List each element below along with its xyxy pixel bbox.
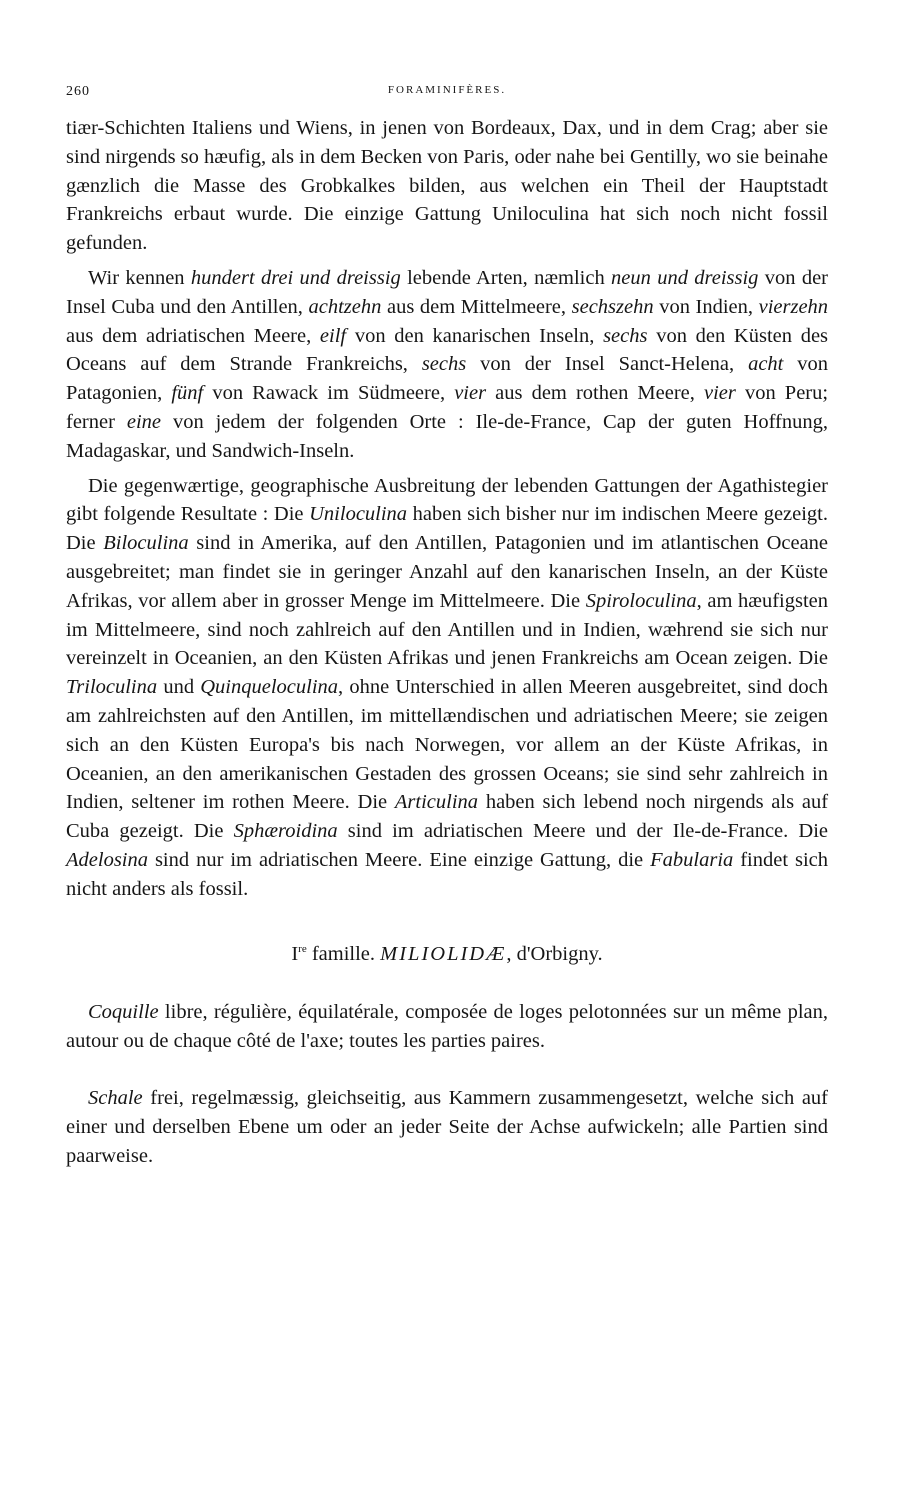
heading-author: , d'Orbigny.: [506, 942, 603, 965]
paragraph-german-description: [66, 1084, 828, 1170]
heading-ordinal-suffix: re: [298, 942, 307, 955]
paragraph-text: tiær-Schichten Italiens und Wiens, in jenen von Bordeaux, Dax, und in dem Crag; aber sie sind nirgends so hæufig, als in dem Becken von Paris, oder nahe bei Gentilly, wo sie beinahe gænzlich die Masse des Grobkalkes bilden, aus welchen ein Theil der Hauptstadt Frankreichs erbaut wurde. Die einzige Gattung Uniloculina hat sich noch nicht fossil gefunden.: [66, 117, 828, 255]
italic-number: hundert drei und dreissig: [190, 266, 401, 289]
genus-name: Fabularia: [650, 848, 734, 871]
genus-name: Uniloculina: [309, 503, 408, 526]
italic-number: eilf: [319, 324, 347, 347]
text-segment: von den kanarischen Inseln,: [354, 324, 595, 347]
genus-name: Biloculina: [103, 532, 189, 555]
genus-name: Triloculina: [66, 676, 158, 699]
text-segment: , am hæufigsten im Mittelmeere, sind noch zahlreich auf den Antillen und in Indien, wæhrend sie sich nur vereinzelt in Oceanien, an den Küsten Afrikas und jenen Frankreichs am Ocean zeigen. Die: [66, 589, 829, 670]
genus-name: Sphæroidina: [233, 820, 338, 843]
text-segment: sind in Amerika, auf den Antillen, Patagonien und im atlantischen Oceane ausgebreitet; man findet sie in geringer Anzahl auf den kanarischen Inseln, an der Küste Afrikas, vor allem aber in grosser Menge im Mittelmeere. Die: [66, 532, 829, 612]
family-name: MILIOLIDÆ: [380, 942, 507, 965]
text-segment: haben sich lebend noch nirgends als auf Cuba gezeigt. Die: [66, 791, 829, 843]
genus-name: Quinqueloculina: [200, 676, 339, 699]
italic-number: fünf: [171, 382, 204, 405]
italic-number: achtzehn: [308, 295, 382, 318]
text-segment: libre, régulière, équilatérale, composée de loges pelotonnées sur un même plan, autour ou de chaque côté de l'axe; toutes les parties paires.: [66, 1001, 828, 1053]
heading-number: I: [291, 942, 299, 965]
italic-number: vierzehn: [758, 295, 829, 318]
page-number: 260: [66, 84, 90, 99]
page-header: [66, 84, 828, 114]
term: Schale: [88, 1086, 143, 1109]
document-page: [66, 84, 828, 1170]
text-segment: Die gegenwærtige, geographische Ausbreitung der lebenden Gattungen der Agathistegier gibt folgende Resultate : Die: [66, 474, 828, 526]
italic-number: sechs: [603, 324, 648, 347]
term: Coquille: [88, 1001, 159, 1024]
text-segment: von Indien,: [659, 295, 754, 318]
italic-number: neun und dreissig: [611, 266, 759, 289]
italic-number: vier: [454, 382, 487, 405]
genus-name: Spiroloculina: [585, 589, 697, 612]
paragraph-species-count: [66, 264, 828, 466]
text-segment: Wir kennen: [88, 266, 185, 289]
text-segment: sind nur im adriatischen Meere. Eine einzige Gattung, die: [154, 848, 644, 871]
text-segment: aus dem adriatischen Meere,: [66, 324, 312, 347]
running-head: FORAMINIFÈRES.: [387, 84, 507, 96]
text-segment: von Peru; ferner: [66, 382, 829, 433]
heading-label: famille.: [311, 942, 376, 965]
text-segment: von Patagonien,: [66, 353, 829, 405]
text-segment: von der Insel Cuba und den Antillen,: [66, 266, 828, 318]
text-segment: aus dem rothen Meere,: [495, 382, 695, 405]
section-heading: [66, 940, 828, 969]
paragraph-french-description: [66, 998, 828, 1056]
text-segment: von Rawack im Südmeere,: [212, 382, 446, 405]
text-segment: frei, regelmæssig, gleichseitig, aus Kammern zusammengesetzt, welche sich auf einer und derselben Ebene um oder an jeder Seite der Achse aufwickeln; alle Partien sind paarweise.: [66, 1086, 829, 1167]
text-segment: findet sich nicht anders als fossil.: [66, 848, 829, 900]
italic-number: sechs: [421, 353, 467, 376]
genus-name: Articulina: [394, 791, 479, 814]
paragraph-distribution: [66, 472, 828, 904]
text-segment: von den Küsten des Oceans auf dem Strande Frankreichs,: [66, 324, 829, 376]
italic-number: vier: [703, 382, 736, 405]
text-segment: lebende Arten, næmlich: [407, 266, 605, 289]
text-segment: aus dem Mittelmeere,: [386, 295, 567, 318]
text-segment: von der Insel Sanct-Helena,: [480, 353, 735, 376]
genus-name: Adelosina: [66, 848, 148, 871]
text-segment: , ohne Unterschied in allen Meeren ausgebreitet, sind doch am zahlreichsten auf den Antillen, im mittellændischen und adriatischen Meere; sie zeigen sich an den Küsten Europa's bis nach Norwegen, vor allem an der Küste Afrikas, in Oceanien, an den amerikanischen Gestaden des grossen Oceans; sie sind sehr zahlreich in Indien, seltener im rothen Meere. Die: [66, 676, 828, 814]
text-segment: haben sich bisher nur im indischen Meere gezeigt. Die: [66, 503, 829, 555]
text-segment: von jedem der folgenden Orte : Ile-de-France, Cap der guten Hoffnung, Madagaskar, und Sandwich-Inseln.: [66, 410, 828, 462]
paragraph-continuation: [66, 114, 828, 258]
italic-number: sechszehn: [571, 295, 654, 318]
italic-number: acht: [748, 353, 784, 376]
text-segment: sind im adriatischen Meere und der Ile-de-France. Die: [347, 820, 829, 843]
italic-number: eine: [126, 410, 162, 433]
text-segment: und: [163, 676, 195, 699]
